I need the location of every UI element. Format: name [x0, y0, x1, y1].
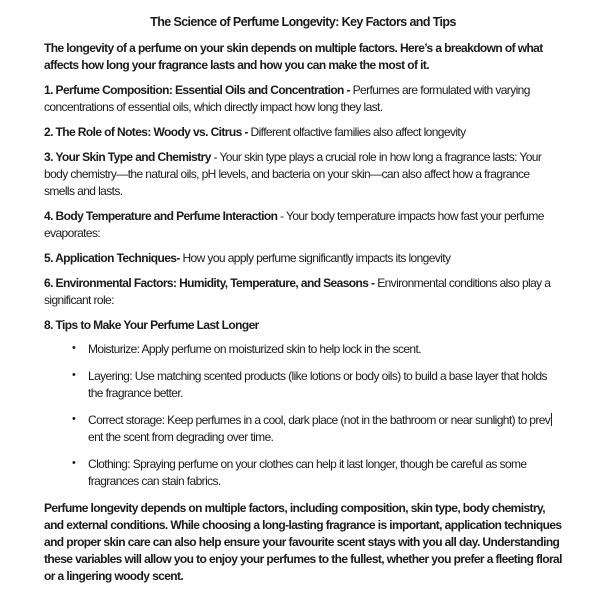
tip-text: Clothing: Spraying perfume on your clothes can help it last longer, though be careful as some fragrances can stain fabrics.: [88, 456, 527, 488]
conclusion-paragraph[interactable]: Perfume longevity depends on multiple factors, including composition, skin type, body chemistry, and external conditions. While choosing a long-lasting fragrance is important, application techniques and proper skin care can also help ensure your favourite scent stays with you all day. Understanding these variables will allow you to enjoy your perfumes to the fullest, whether you prefer a fleeting floral or a lingering woody scent.: [44, 500, 562, 583]
section-5-body: How you apply perfume significantly impacts its longevity: [179, 251, 451, 265]
document-title[interactable]: The Science of Perfume Longevity: Key Factors and Tips: [150, 15, 456, 29]
bullet-icon: •: [72, 412, 76, 425]
section-6-paragraph[interactable]: [44, 275, 562, 309]
tip-text-before-caret: Correct storage: Keep perfumes in a cool, dark place (not in the bathroom or near sunlight) to prev: [88, 412, 551, 427]
tip-text: Layering: Use matching scented products (like lotions or body oils) to build a base layer that holds the fragrance better.: [88, 368, 547, 400]
section-1-paragraph[interactable]: [44, 82, 562, 116]
section-1-heading: 1. Perfume Composition: Essential Oils and Concentration -: [44, 83, 353, 97]
section-6-body: Environmental conditions also play a significant role:: [44, 276, 551, 307]
text-cursor-caret: [551, 413, 553, 426]
bullet-icon: •: [72, 456, 76, 469]
section-2-heading: 2. The Role of Notes: Woody vs. Citrus -: [44, 125, 251, 139]
section-3-paragraph[interactable]: [44, 149, 562, 200]
section-5-heading: 5. Application Techniques-: [44, 251, 180, 265]
tips-list: [44, 341, 562, 491]
section-3-body: - Your skin type plays a crucial role in how long a fragrance lasts: Your body chemistry—the natural oils, pH levels, and bacteria on your skin—can also affect how a fragrance smells and lasts.: [44, 150, 542, 198]
tips-heading[interactable]: 8. Tips to Make Your Perfume Last Longer: [44, 318, 259, 332]
section-1-body: Perfumes are formulated with varying concentrations of essential oils, which directly impact how long they last.: [44, 83, 530, 114]
section-4-paragraph[interactable]: [44, 208, 562, 242]
section-6-heading: 6. Environmental Factors: Humidity, Temperature, and Seasons -: [44, 276, 378, 290]
section-2-body: Different olfactive families also affect longevity: [250, 125, 466, 139]
section-2-paragraph[interactable]: [44, 124, 562, 141]
bullet-icon: •: [72, 368, 76, 381]
tip-text-after-caret: ent the scent from degrading over time.: [88, 430, 274, 444]
intro-paragraph[interactable]: The longevity of a perfume on your skin depends on multiple factors. Here’s a breakdown of what affects how long your fragrance lasts and how you can make the most of it.: [44, 41, 543, 72]
section-4-heading: 4. Body Temperature and Perfume Interaction: [44, 209, 278, 223]
section-4-body: - Your body temperature impacts how fast your perfume evaporates:: [44, 209, 544, 240]
bullet-icon: •: [72, 342, 76, 354]
tip-item-layering[interactable]: [44, 368, 562, 403]
tip-item-clothing[interactable]: [44, 456, 562, 491]
section-5-paragraph[interactable]: [44, 250, 562, 267]
tip-item-moisturize[interactable]: [44, 341, 562, 359]
section-3-heading: 3. Your Skin Type and Chemistry: [44, 150, 211, 164]
tip-item-correct-storage[interactable]: [44, 412, 562, 447]
tip-text: Moisturize: Apply perfume on moisturized skin to help lock in the scent.: [88, 342, 421, 356]
